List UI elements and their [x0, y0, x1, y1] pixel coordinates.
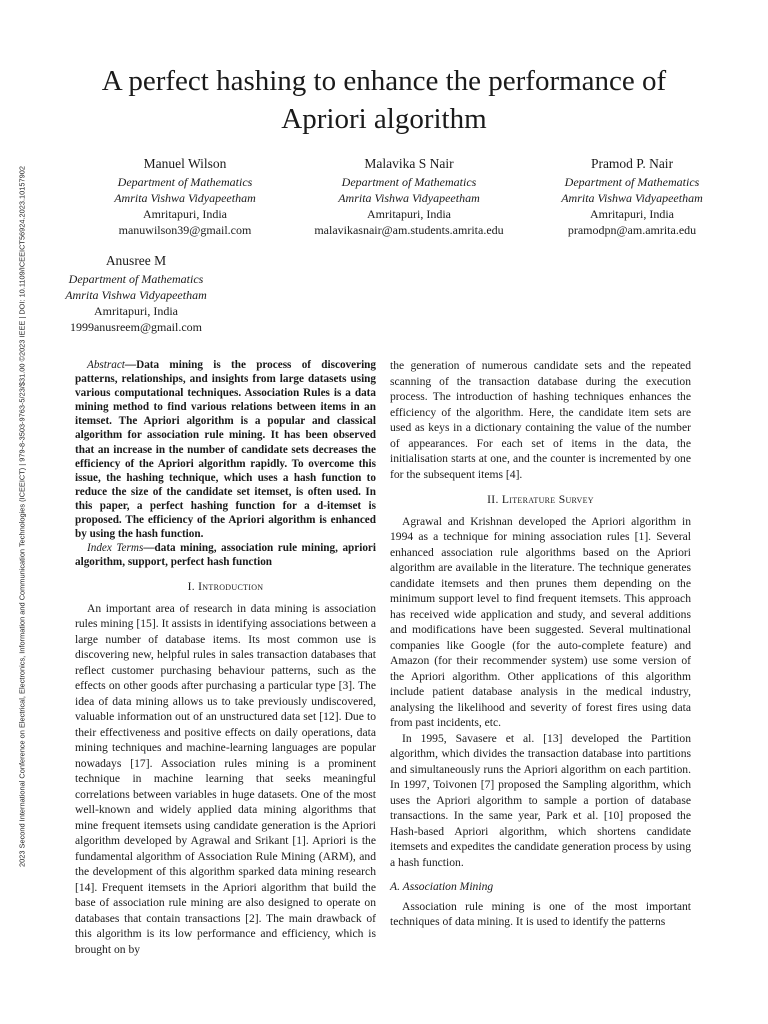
- index-terms-text: —data mining, association rule mining, apriori algorithm, support, perfect hash function: [75, 542, 376, 569]
- index-terms-label: Index Terms: [87, 542, 144, 555]
- author-name: Manuel Wilson: [143, 156, 227, 171]
- paragraph-literature-1: Agrawal and Krishnan developed the Apriori algorithm in 1994 as a technique for mining association rules [1]. Several enhanced association rule algorithms based on the Apriori algorithm are available in the literature. The technique generates candidate itemsets and then prunes them depending on the minimum support level to find frequent itemsets. This approach has received wide application and study, and several additions and modifications have been suggested. Several multinational companies like Google (for the auto-complete feature) and Amazon (for their recommender system) use some version of the Apriori algorithm. Other applications of this algorithm include patient database analysis in the medical industry, analysing the likelihood and severity of forest fires using data from past incidents, etc.: [390, 514, 691, 729]
- author-block-4: [36, 252, 236, 335]
- author-email: manuwilson39@gmail.com: [118, 223, 252, 237]
- title-line-1: A perfect hashing to enhance the performance of: [101, 65, 667, 97]
- author-block-2: [300, 155, 518, 238]
- author-block-3: [532, 155, 732, 238]
- author-email: pramodpn@am.amrita.edu: [567, 223, 697, 237]
- author-location: Amritapuri, India: [94, 304, 178, 318]
- author-institution: Amrita Vishwa Vidyapeetham: [114, 191, 256, 205]
- author-department: Department of Mathematics: [341, 175, 477, 189]
- author-department: Department of Mathematics: [68, 272, 204, 286]
- paragraph-literature-2: In 1995, Savasere et al. [13] developed the Partition algorithm, which divides the transaction database into partitions and simultaneously runs the Apriori algorithm on each partition. In 1997, Toivonen [7] proposed the Sampling algorithm, which uses the Apriori algorithm to sample a portion of database transactions. In the same year, Park et al. [10] proposed the Hash-based Apriori algorithm, which shortens candidate itemsets and expedites the candidate generation process by using a hash function.: [390, 731, 691, 869]
- abstract-text: —Data mining is the process of discovering patterns, relationships, and insights from large datasets using various computational techniques. Association Rules is a data mining method to find various relations between items in an itemset. The Apriori algorithm is a popular and classical algorithm for association rule mining. It has been observed that an increase in the number of candidate sets decreases the efficiency of the Apriori algorithm rapidly. To overcome this issue, the hashing technique, which uses a hash function to reduce the size of the candidate set itemset, is often used. In this paper, a perfect hashing function for a d-itemset is proposed. The efficiency of the Apriori algorithm is enhanced by using the hash function.: [75, 359, 376, 541]
- author-institution: Amrita Vishwa Vidyapeetham: [65, 288, 207, 302]
- conference-stamp: 2023 Second International Conference on Electrical, Electronics, Information and Communication Technologies (ICEEICT) | 979-8-3503-9763-5/23/$31.00 ©2023 IEEE | DOI: 10.1109/ICEEICT56924.2023.10157902: [17, 166, 27, 867]
- paragraph-association-mining: Association rule mining is one of the most important techniques of data mining. It is used to identify the patterns: [390, 899, 691, 928]
- paragraph-introduction-continued: the generation of numerous candidate sets and the repeated scanning of the transaction database during the execution process. The introduction of hashing techniques enhances the efficiency of the algorithm. Here, the candidate item sets are used as keys in a dictionary containing the value of the number of appearances. For each set of items in the data, the initialisation starts at one, and the counter is incremented by one for the subsequent items [4].: [390, 359, 691, 481]
- author-name: Malavika S Nair: [364, 156, 454, 171]
- subsection-heading-association-mining: A. Association Mining: [390, 880, 494, 893]
- paper-title: [40, 62, 728, 138]
- index-terms: [75, 541, 376, 569]
- title-line-2: Apriori algorithm: [281, 103, 487, 135]
- author-department: Department of Mathematics: [564, 175, 700, 189]
- author-department: Department of Mathematics: [117, 175, 253, 189]
- author-institution: Amrita Vishwa Vidyapeetham: [561, 191, 703, 205]
- paragraph-introduction: An important area of research in data mining is association rules mining [15]. It assists in identifying associations between a large number of database items. Its most common use is discovering new, helpful rules in sales transaction databases that reflect customer purchasing behaviour patterns, such as the effects on other goods after purchasing a particular type [3]. The idea of data mining allows us to take previously undiscovered, valuable information out of an unstructured data set [12]. Due to their effectiveness and positive effects on daily operations, data mining techniques and machine-learning languages are popular nowadays [17]. Association rules mining is a prominent technique in machine learning that seeks meaningful correlations between variables in huge datasets. One of the most well-known and widely applied data mining algorithms that mine frequent itemsets using candidate generation is the Apriori algorithm developed by Agrawal and Srikant [1]. Apriori is the fundamental algorithm of Association Rule Mining (ARM), and the development of this algorithm sparked data mining research [14]. Frequent itemsets in the Apriori algorithm that build the base of association rule mining are also designed to operate on databases that contain transactions [2]. The main drawback of this algorithm is its low performance and efficiency, which is brought on by: [75, 601, 376, 956]
- author-institution: Amrita Vishwa Vidyapeetham: [338, 191, 480, 205]
- left-column: [75, 358, 376, 957]
- author-name: Anusree M: [105, 253, 167, 268]
- abstract-label: Abstract: [87, 359, 125, 371]
- right-column: [390, 358, 691, 930]
- section-heading-literature-survey: II. Literature Survey: [487, 493, 594, 506]
- author-email: malavikasnair@am.students.amrita.edu: [314, 223, 504, 237]
- author-location: Amritapuri, India: [590, 207, 674, 221]
- section-heading-introduction: I. Introduction: [187, 580, 264, 594]
- author-name: Pramod P. Nair: [590, 156, 674, 171]
- author-block-1: [85, 155, 285, 238]
- author-location: Amritapuri, India: [367, 207, 451, 221]
- author-email: 1999anusreem@gmail.com: [69, 320, 203, 334]
- abstract: [75, 358, 376, 541]
- author-location: Amritapuri, India: [143, 207, 227, 221]
